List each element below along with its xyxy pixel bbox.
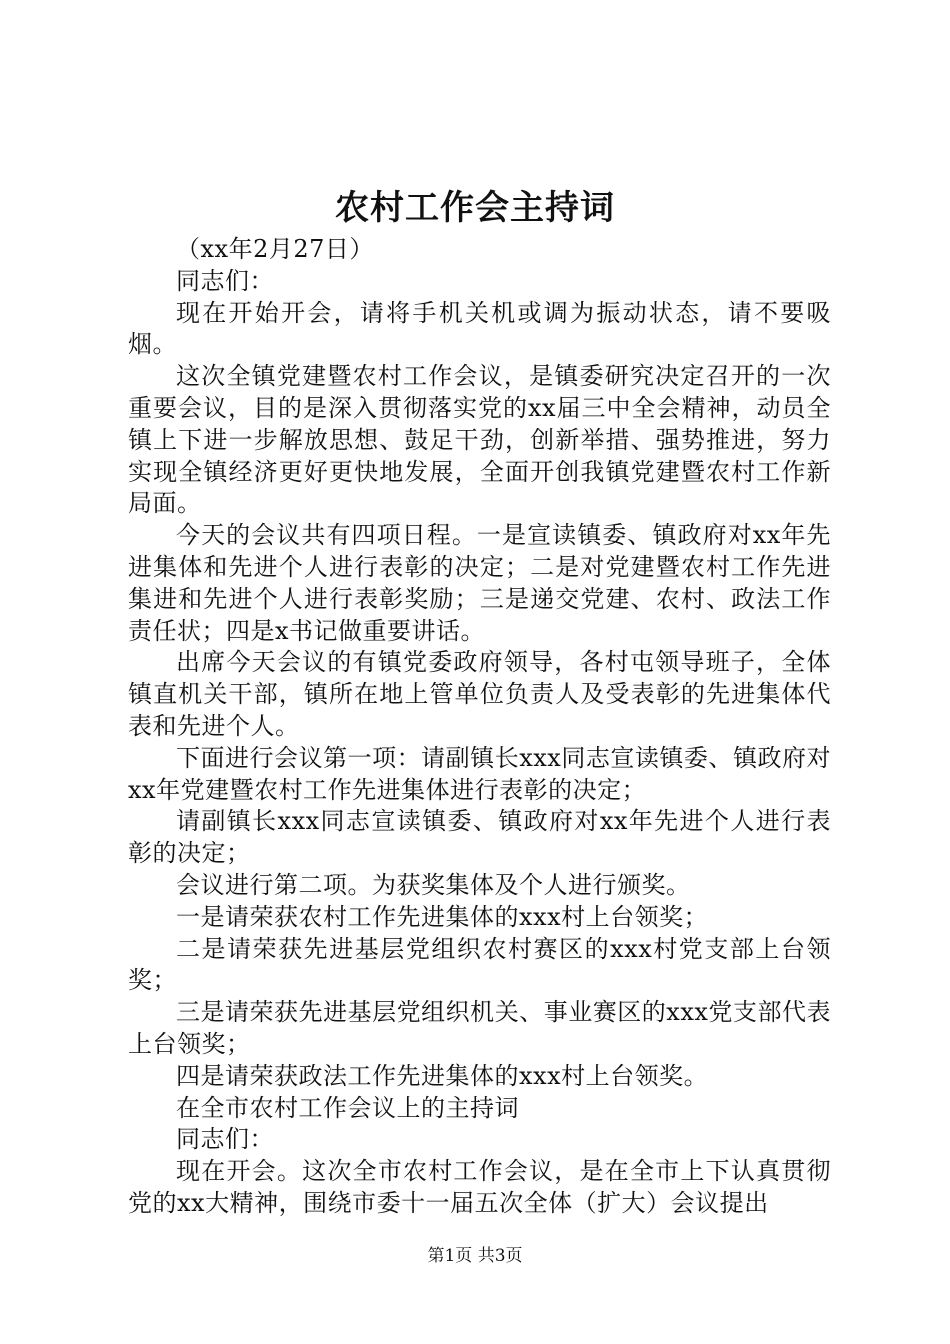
paragraph: 四是请荣获政法工作先进集体的xxx村上台领奖。 xyxy=(176,1061,709,1090)
paragraph: 请副镇长xxx同志宣读镇委、镇政府对xx年先进个人进行表彰的决定； xyxy=(128,807,831,868)
paragraph: 现在开会。这次全市农村工作会议，是在全市上下认真贯彻党的xx大精神，围绕市委十一届五次全体（扩大）会议提出 xyxy=(128,1157,831,1217)
paragraph: 这次全镇党建暨农村工作会议，是镇委研究决定召开的一次重要会议，目的是深入贯彻落实党的xx届三中全会精神，动员全镇上下进一步解放思想、鼓足干劲，创新举措、强势推进，努力实现全镇经济更好更快地发展，全面开创我镇党建暨农村工作新局面。 xyxy=(128,362,831,518)
salutation: 同志们： xyxy=(176,1125,274,1154)
salutation: 同志们： xyxy=(176,266,274,295)
paragraph: 二是请荣获先进基层党组织农村赛区的xxx村党支部上台领奖； xyxy=(128,934,831,995)
paragraph: 会议进行第二项。为获奖集体及个人进行颁奖。 xyxy=(176,870,691,899)
date-line: （xx年2月27日） xyxy=(176,235,374,263)
document-title: 农村工作会主持词 xyxy=(335,188,615,228)
paragraph: 出席今天会议的有镇党委政府领导，各村屯领导班子，全体镇直机关干部，镇所在地上管单位负责人及受表彰的先进集体代表和先进个人。 xyxy=(128,648,831,740)
document-body xyxy=(128,234,831,1220)
paragraph: 下面进行会议第一项：请副镇长xxx同志宣读镇委、镇政府对xx年党建暨农村工作先进集体进行表彰的决定； xyxy=(128,743,831,804)
section-heading: 在全市农村工作会议上的主持词 xyxy=(176,1093,519,1122)
paragraph: 现在开始开会，请将手机关机或调为振动状态，请不要吸烟。 xyxy=(128,298,831,359)
paragraph: 今天的会议共有四项日程。一是宣读镇委、镇政府对xx年先进集体和先进个人进行表彰的决定；二是对党建暨农村工作先进集进和先进个人进行表彰奖励；三是递交党建、农村、政法工作责任状；四是x书记做重要讲话。 xyxy=(128,521,831,645)
page-number-footer: 第1页 共3页 xyxy=(427,1246,523,1266)
paragraph: 一是请荣获农村工作先进集体的xxx村上台领奖； xyxy=(176,902,709,931)
paragraph: 三是请荣获先进基层党组织机关、事业赛区的xxx党支部代表上台领奖； xyxy=(128,998,831,1058)
